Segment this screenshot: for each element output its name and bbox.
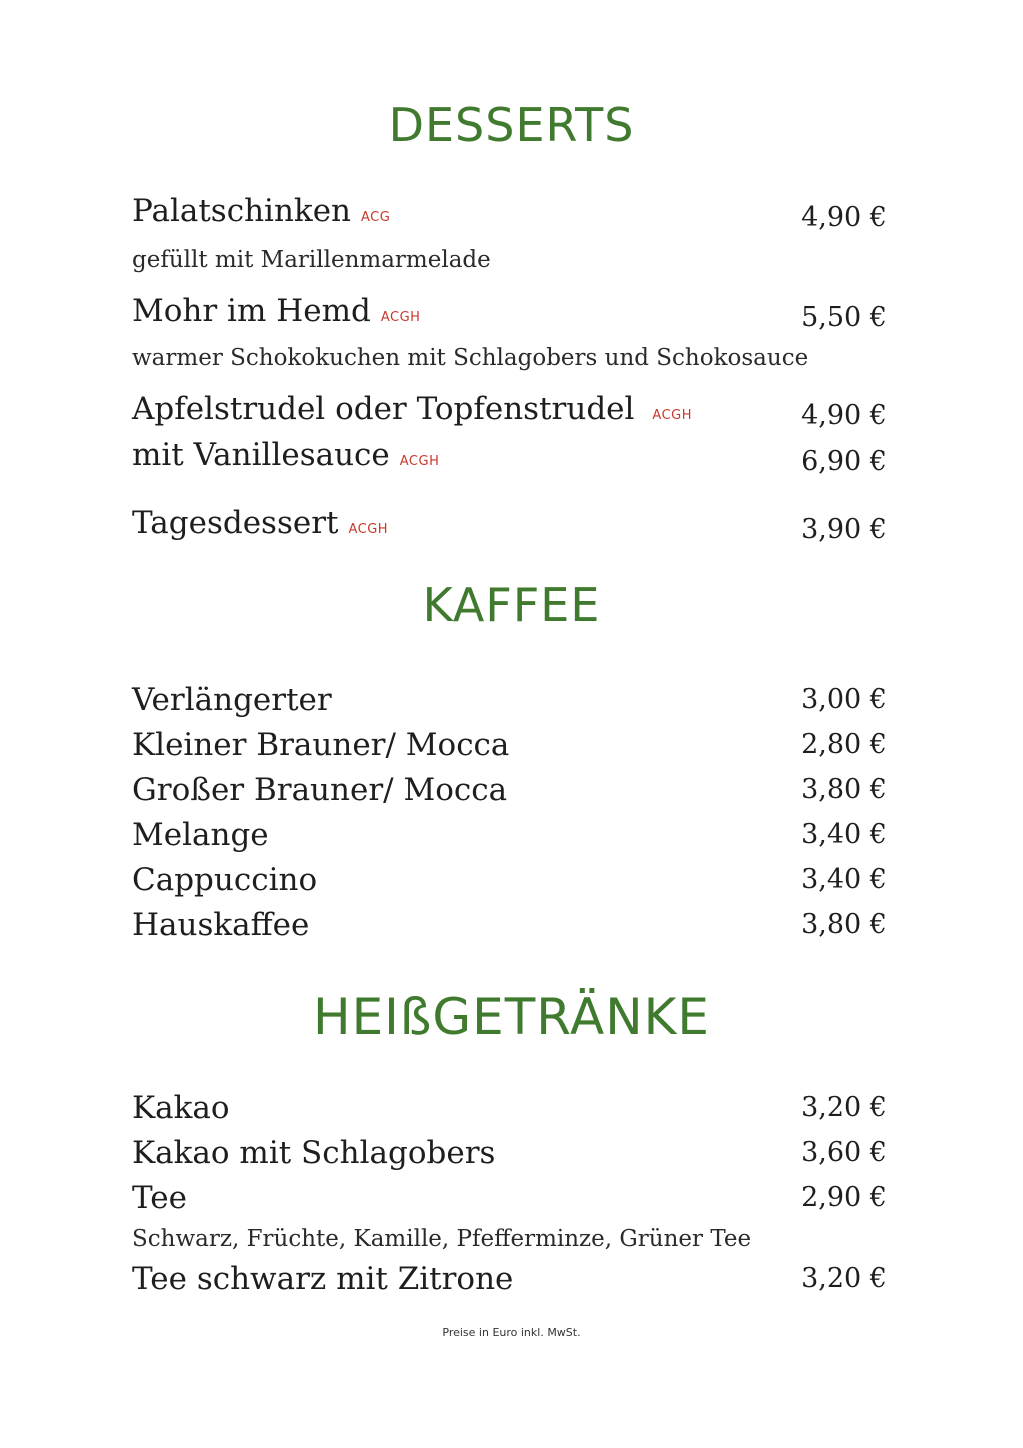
item-price: 2,80 € xyxy=(801,729,887,760)
item-price: 3,20 € xyxy=(801,1092,887,1123)
item-price: 3,00 € xyxy=(801,684,887,715)
desserts-heading: DESSERTS xyxy=(388,98,635,152)
item-price: 2,90 € xyxy=(801,1182,887,1213)
item-name: Mohr im Hemd xyxy=(132,293,371,329)
item-price: 4,90 € xyxy=(801,400,887,431)
menu-item xyxy=(132,860,887,900)
menu-item xyxy=(132,505,887,550)
item-name: Kakao mit Schlagobers xyxy=(132,1135,496,1171)
allergen-codes: ACGH xyxy=(380,310,421,325)
menu-item xyxy=(132,770,887,810)
item-name: Hauskaffee xyxy=(132,907,310,943)
item-price: 6,90 € xyxy=(801,446,887,477)
allergen-codes: ACGH xyxy=(652,408,693,423)
allergen-codes: ACGH xyxy=(399,454,440,469)
item-name: Tee schwarz mit Zitrone xyxy=(132,1261,514,1297)
item-price: 4,90 € xyxy=(801,202,887,233)
menu-item xyxy=(132,1178,887,1218)
menu-item xyxy=(132,815,887,855)
menu-item xyxy=(132,1088,887,1128)
item-name: Großer Brauner/ Mocca xyxy=(132,772,508,808)
item-name: Cappuccino xyxy=(132,862,318,898)
item-description: gefüllt mit Marillenmarmelade xyxy=(132,247,491,273)
menu-item xyxy=(132,905,887,945)
allergen-codes: ACG xyxy=(361,210,391,225)
menu-item xyxy=(132,193,887,238)
item-name: Verlängerter xyxy=(132,682,332,718)
item-description: Schwarz, Früchte, Kamille, Pfefferminze, Grüner Tee xyxy=(132,1226,752,1252)
item-name: Tagesdessert xyxy=(132,505,339,541)
menu-item xyxy=(132,1133,887,1173)
menu-item xyxy=(132,293,887,338)
item-name: Palatschinken xyxy=(132,193,352,229)
item-price: 3,20 € xyxy=(801,1263,887,1294)
item-price: 3,60 € xyxy=(801,1137,887,1168)
kaffee-heading: KAFFEE xyxy=(422,578,601,632)
item-price: 3,80 € xyxy=(801,909,887,940)
item-name: Kleiner Brauner/ Mocca xyxy=(132,727,510,763)
item-name: Kakao xyxy=(132,1090,230,1126)
menu-item xyxy=(132,391,887,436)
menu-item xyxy=(132,1259,887,1299)
item-price: 3,40 € xyxy=(801,819,887,850)
item-name: mit Vanillesauce xyxy=(132,437,390,473)
item-name: Melange xyxy=(132,817,269,853)
item-price: 5,50 € xyxy=(801,302,887,333)
item-name: Tee xyxy=(132,1180,187,1216)
menu-item xyxy=(132,680,887,720)
item-name: Apfelstrudel oder Topfenstrudel xyxy=(132,391,635,427)
item-price: 3,80 € xyxy=(801,774,887,805)
item-description: warmer Schokokuchen mit Schlagobers und Schokosauce xyxy=(132,345,809,371)
allergen-codes: ACGH xyxy=(348,522,389,537)
item-price: 3,40 € xyxy=(801,864,887,895)
menu-item xyxy=(132,437,887,482)
item-price: 3,90 € xyxy=(801,514,887,545)
heissgetraenke-heading: HEIßGETRÄNKE xyxy=(312,988,710,1046)
price-note: Preise in Euro inkl. MwSt. xyxy=(442,1326,581,1339)
menu-item xyxy=(132,725,887,765)
